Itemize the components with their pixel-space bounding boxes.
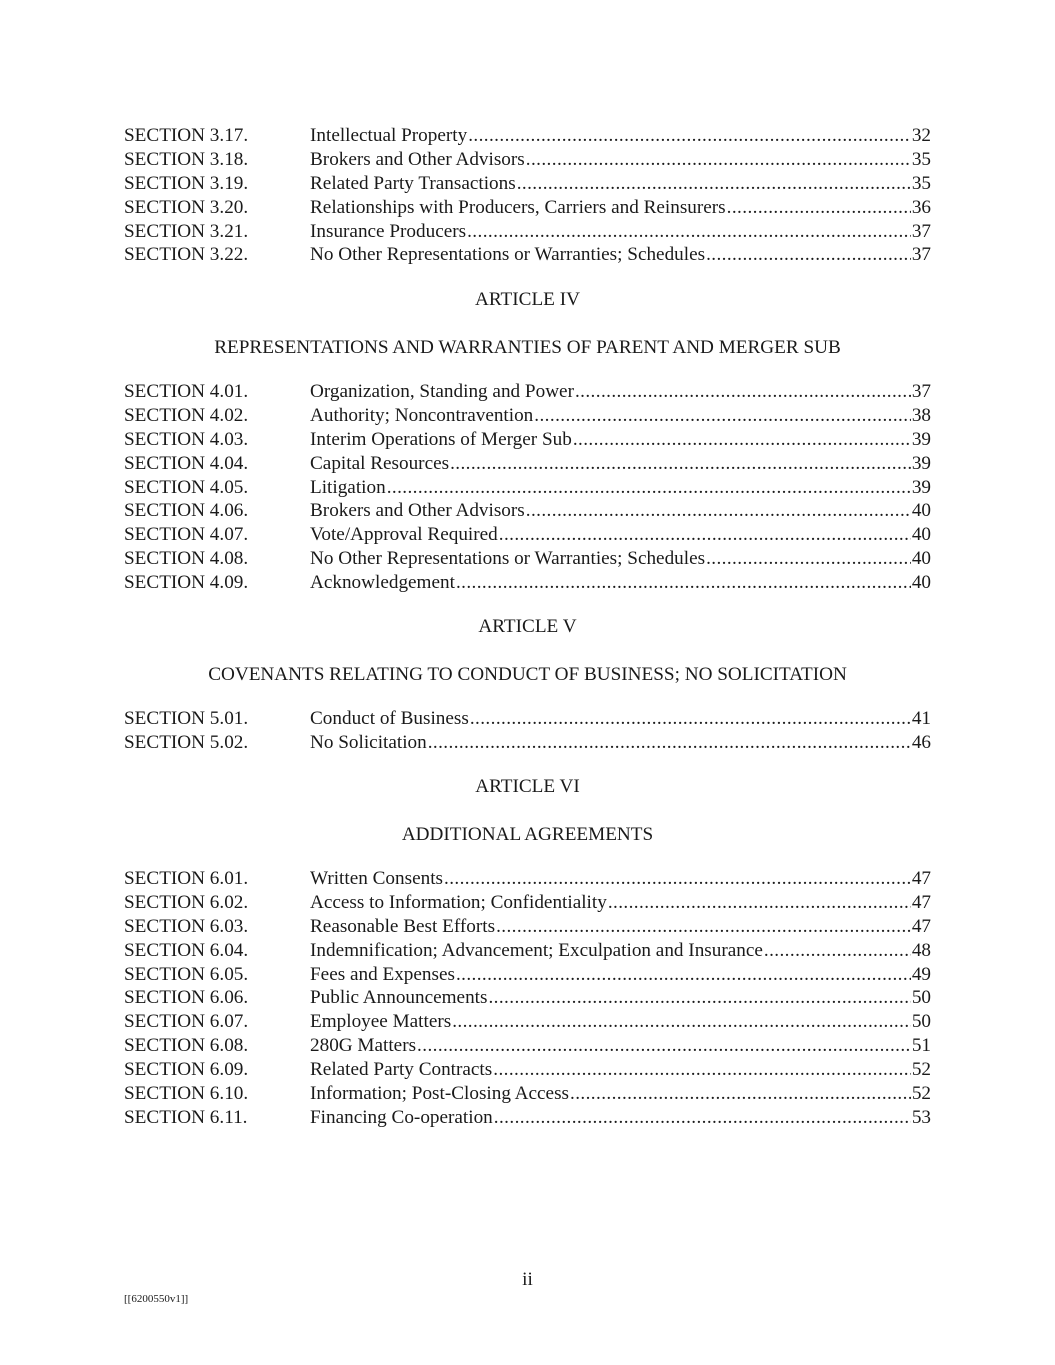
toc-entry-title: Intellectual Property (310, 125, 468, 146)
toc-entry[interactable] (124, 1034, 931, 1058)
toc-page-number: 40 (911, 548, 931, 570)
toc-page-number: 37 (911, 220, 931, 242)
toc-entry[interactable] (124, 939, 931, 963)
toc-group-article-iii (124, 124, 931, 267)
toc-dot-leader (467, 220, 911, 244)
toc-dot-leader (417, 1034, 911, 1058)
toc-page-number: 51 (911, 1035, 931, 1057)
toc-dot-leader (493, 1058, 911, 1082)
toc-entry[interactable] (124, 499, 931, 523)
toc-section-number: SECTION 3.18. (124, 148, 249, 170)
toc-section-number: SECTION 4.09. (124, 572, 249, 594)
toc-entry-title: Brokers and Other Advisors (310, 148, 525, 170)
toc-section-number: SECTION 4.01. (124, 381, 249, 402)
toc-section-number: SECTION 3.17. (124, 125, 249, 146)
toc-dot-leader (488, 986, 910, 1010)
toc-page-number: 50 (911, 1011, 931, 1033)
toc-dot-leader (570, 1082, 911, 1106)
toc-entry-title: Reasonable Best Efforts (310, 915, 496, 937)
toc-section-number: SECTION 3.22. (124, 244, 249, 266)
toc-section-number: SECTION 6.05. (124, 963, 249, 985)
toc-entry[interactable] (124, 1082, 931, 1106)
toc-dot-leader (706, 243, 911, 267)
toc-entry-title: Related Party Contracts (310, 1059, 493, 1081)
toc-section-number: SECTION 3.19. (124, 172, 249, 194)
article-heading: ARTICLE IV (475, 289, 580, 310)
toc-entry[interactable] (124, 452, 931, 476)
document-id: [[6200550v1]] (124, 1293, 189, 1305)
toc-page-number: 47 (911, 868, 931, 889)
toc-page-number: 40 (911, 524, 931, 546)
toc-dot-leader (526, 499, 911, 523)
toc-page-number: 39 (911, 476, 931, 498)
toc-entry-title: Interim Operations of Merger Sub (310, 428, 572, 450)
toc-entry[interactable] (124, 891, 931, 915)
toc-dot-leader (494, 1106, 911, 1130)
toc-page-number: 52 (911, 1059, 931, 1081)
toc-dot-leader (444, 867, 911, 891)
toc-dot-leader (470, 707, 911, 731)
toc-page-number: 35 (911, 148, 931, 170)
toc-section-number: SECTION 6.09. (124, 1059, 249, 1081)
toc-page-number: 46 (911, 731, 931, 753)
article-subheading: REPRESENTATIONS AND WARRANTIES OF PARENT AND MERGER SUB (214, 337, 841, 358)
toc-entry[interactable] (124, 380, 931, 404)
toc-entry[interactable] (124, 428, 931, 452)
toc-page-number: 36 (911, 196, 931, 218)
toc-page-number: 52 (911, 1083, 931, 1105)
toc-dot-leader (764, 939, 911, 963)
toc-entry-title: Indemnification; Advancement; Exculpation and Insurance (310, 939, 763, 961)
toc-group-article-vi (124, 867, 931, 1130)
toc-entry[interactable] (124, 523, 931, 547)
article-heading: ARTICLE VI (475, 776, 580, 797)
toc-entry-title: Brokers and Other Advisors (310, 500, 525, 522)
toc-page-number: 38 (911, 404, 931, 426)
toc-entry-title: Organization, Standing and Power (310, 381, 574, 402)
toc-section-number: SECTION 4.05. (124, 476, 249, 498)
toc-entry-title: Litigation (310, 476, 386, 498)
toc-entry-title: Financing Co-operation (310, 1106, 493, 1128)
toc-entry[interactable] (124, 220, 931, 244)
toc-dot-leader (450, 452, 911, 476)
toc-page-number: 47 (911, 915, 931, 937)
toc-entry[interactable] (124, 404, 931, 428)
toc-entry-title: Public Announcements (310, 987, 488, 1009)
toc-section-number: SECTION 6.10. (124, 1083, 249, 1105)
toc-entry-title: Vote/Approval Required (310, 524, 498, 546)
toc-entry[interactable] (124, 986, 931, 1010)
toc-entry-title: Written Consents (310, 868, 443, 889)
toc-section-number: SECTION 4.06. (124, 500, 249, 522)
toc-dot-leader (573, 428, 911, 452)
toc-dot-leader (526, 148, 911, 172)
toc-dot-leader (727, 196, 911, 220)
toc-entry-title: Acknowledgement (310, 572, 455, 594)
toc-dot-leader (608, 891, 911, 915)
toc-section-number: SECTION 3.20. (124, 196, 249, 218)
article-subheading: COVENANTS RELATING TO CONDUCT OF BUSINESS; NO SOLICITATION (208, 664, 847, 685)
toc-page-number: 32 (911, 125, 931, 146)
toc-entry[interactable] (124, 172, 931, 196)
toc-entry[interactable] (124, 963, 931, 987)
toc-page-number: 37 (911, 244, 931, 266)
toc-entry-title: No Other Representations or Warranties; Schedules (310, 244, 706, 266)
toc-entry-title: Information; Post-Closing Access (310, 1083, 570, 1105)
toc-dot-leader (452, 1010, 911, 1034)
toc-entry[interactable] (124, 124, 931, 148)
toc-section-number: SECTION 6.08. (124, 1035, 249, 1057)
toc-section-number: SECTION 3.21. (124, 220, 249, 242)
toc-section-number: SECTION 6.07. (124, 1011, 249, 1033)
toc-page-number: 47 (911, 891, 931, 913)
toc-entry[interactable] (124, 1106, 931, 1130)
toc-entry-title: Employee Matters (310, 1011, 452, 1033)
toc-dot-leader (575, 380, 911, 404)
toc-entry[interactable] (124, 915, 931, 939)
toc-dot-leader (456, 571, 911, 595)
toc-section-number: SECTION 6.04. (124, 939, 249, 961)
toc-dot-leader (534, 404, 911, 428)
toc-dot-leader (496, 915, 911, 939)
toc-entry[interactable] (124, 1058, 931, 1082)
toc-page-number: 40 (911, 572, 931, 594)
toc-entry[interactable] (124, 196, 931, 220)
toc-page-number: 35 (911, 172, 931, 194)
article-heading: ARTICLE V (478, 616, 577, 637)
toc-section-number: SECTION 6.02. (124, 891, 249, 913)
toc-page-number: 49 (911, 963, 931, 985)
toc-entry[interactable] (124, 731, 931, 755)
toc-entry[interactable] (124, 243, 931, 267)
toc-entry-title: 280G Matters (310, 1035, 417, 1057)
toc-entry[interactable] (124, 1010, 931, 1034)
toc-entry-title: Conduct of Business (310, 708, 469, 729)
toc-section-number: SECTION 4.02. (124, 404, 249, 426)
toc-entry[interactable] (124, 148, 931, 172)
toc-group-article-iv (124, 380, 931, 595)
toc-entry[interactable] (124, 476, 931, 500)
toc-section-number: SECTION 4.04. (124, 452, 249, 474)
toc-page-number: 48 (911, 939, 931, 961)
toc-entry-title: Capital Resources (310, 452, 450, 474)
toc-dot-leader (499, 523, 911, 547)
toc-page-number: 41 (911, 708, 931, 729)
toc-entry[interactable] (124, 571, 931, 595)
toc-dot-leader (517, 172, 911, 196)
toc-section-number: SECTION 5.02. (124, 731, 249, 753)
toc-entry-title: Relationships with Producers, Carriers and Reinsurers (310, 196, 726, 218)
toc-dot-leader (456, 963, 911, 987)
toc-page-number: 37 (911, 381, 931, 402)
toc-section-number: SECTION 4.07. (124, 524, 249, 546)
toc-page-number: 53 (911, 1106, 931, 1128)
toc-entry[interactable] (124, 867, 931, 891)
toc-section-number: SECTION 6.01. (124, 868, 249, 889)
toc-entry[interactable] (124, 707, 931, 731)
toc-page-number: 39 (911, 452, 931, 474)
toc-entry-title: Authority; Noncontravention (310, 404, 534, 426)
toc-dot-leader (468, 124, 911, 148)
toc-entry-title: Fees and Expenses (310, 963, 455, 985)
page-number: ii (522, 1269, 533, 1290)
toc-entry[interactable] (124, 547, 931, 571)
toc-section-number: SECTION 6.06. (124, 987, 249, 1009)
toc-section-number: SECTION 4.03. (124, 428, 249, 450)
toc-section-number: SECTION 6.11. (124, 1106, 248, 1128)
toc-section-number: SECTION 4.08. (124, 548, 249, 570)
toc-group-article-v (124, 707, 931, 755)
toc-section-number: SECTION 5.01. (124, 708, 249, 729)
toc-page-number: 39 (911, 428, 931, 450)
toc-entry-title: Access to Information; Confidentiality (310, 891, 607, 913)
toc-dot-leader (428, 731, 911, 755)
article-subheading: ADDITIONAL AGREEMENTS (401, 824, 654, 845)
toc-entry-title: No Other Representations or Warranties; Schedules (310, 548, 706, 570)
toc-entry-title: Insurance Producers (310, 220, 467, 242)
toc-entry-title: Related Party Transactions (310, 172, 516, 194)
toc-section-number: SECTION 6.03. (124, 915, 249, 937)
toc-dot-leader (387, 476, 911, 500)
toc-page-number: 40 (911, 500, 931, 522)
toc-entry-title: No Solicitation (310, 731, 427, 753)
toc-page-number: 50 (911, 987, 931, 1009)
toc-dot-leader (706, 547, 911, 571)
